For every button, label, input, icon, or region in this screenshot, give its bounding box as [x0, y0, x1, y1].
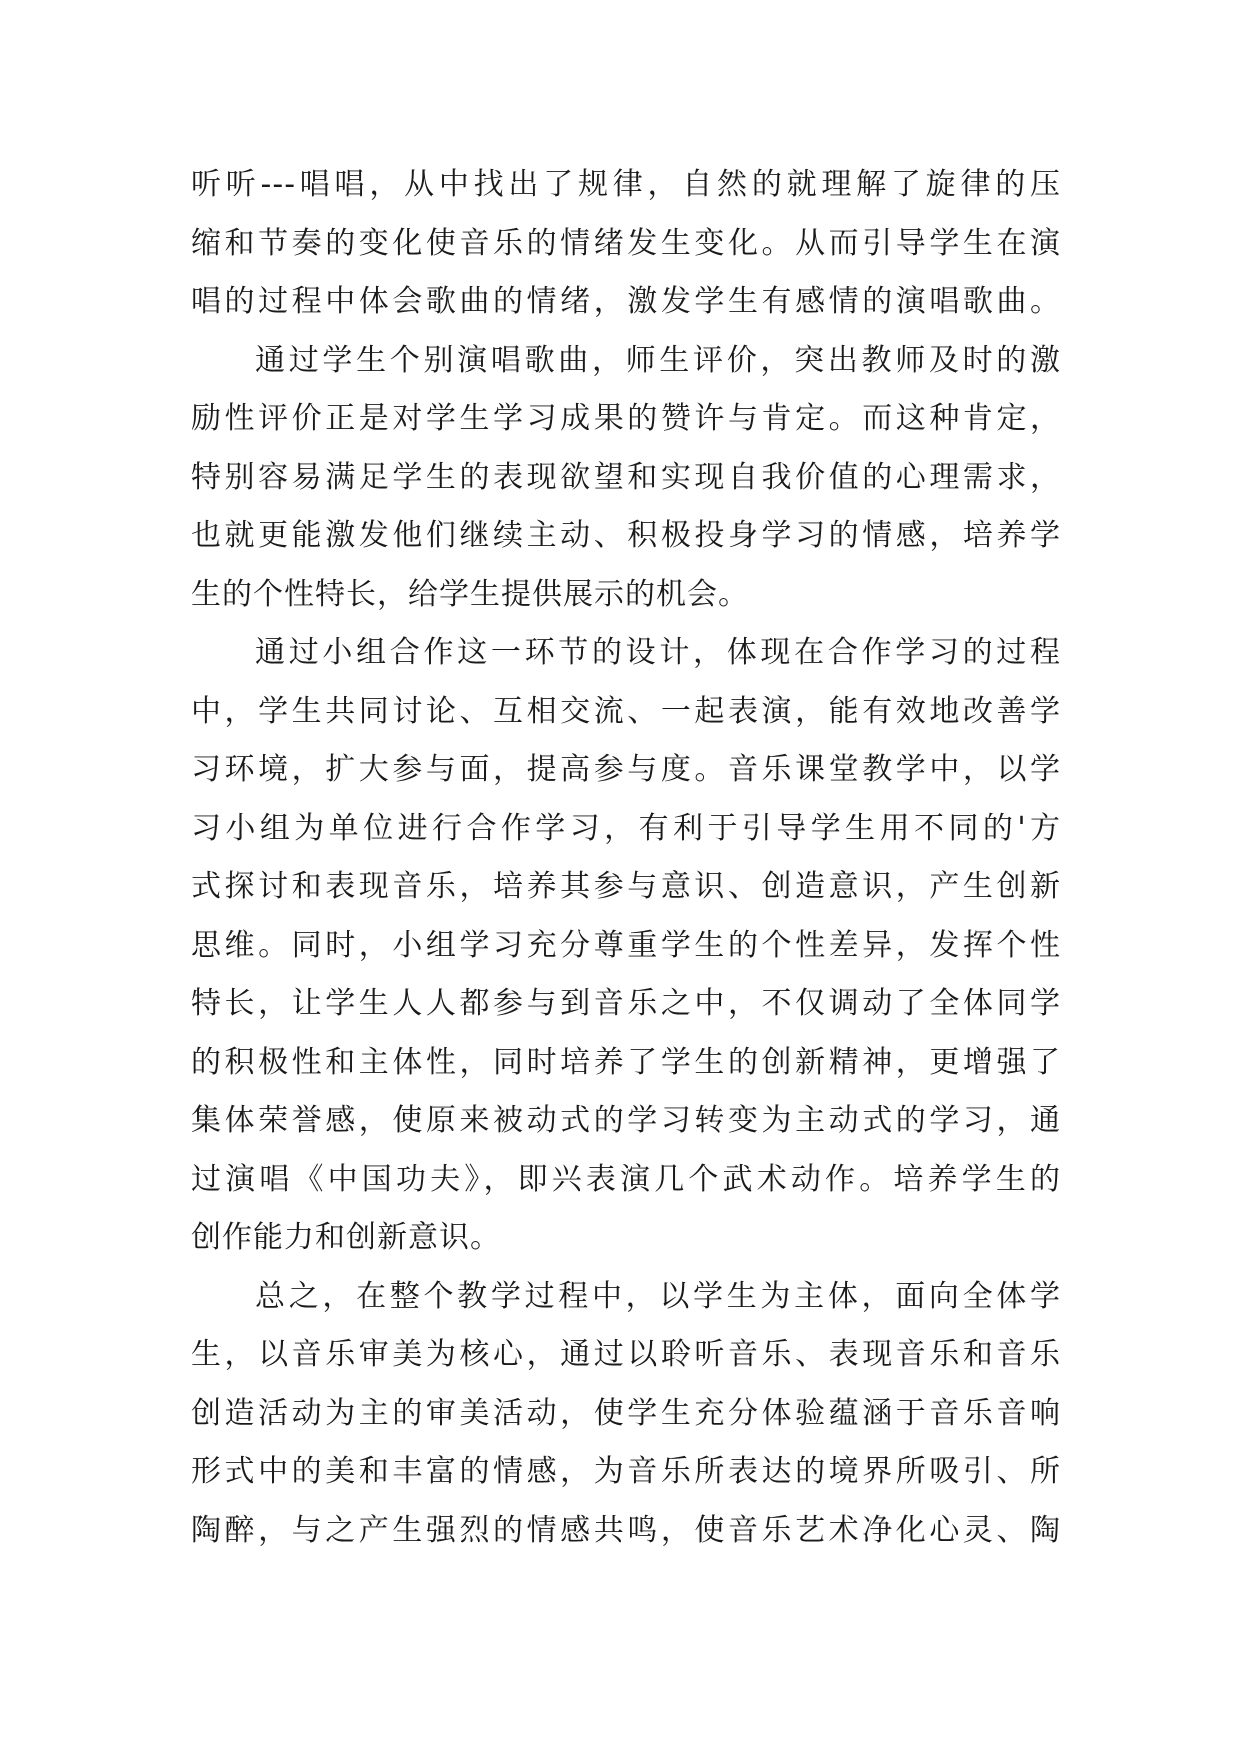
text-line: 缩和节奏的变化使音乐的情绪发生变化。从而引导学生在演 — [191, 225, 1061, 261]
text-line: 特别容易满足学生的表现欲望和实现自我价值的心理需求， — [191, 459, 1061, 495]
text-line: 过演唱《中国功夫》，即兴表演几个武术动作。培养学生的 — [191, 1161, 1061, 1197]
text-line: 创造活动为主的审美活动，使学生充分体验蕴涵于音乐音响 — [191, 1395, 1061, 1431]
text-line: 陶醉，与之产生强烈的情感共鸣，使音乐艺术净化心灵、陶 — [191, 1512, 1061, 1548]
text-line: 思维。同时，小组学习充分尊重学生的个性差异，发挥个性 — [191, 927, 1061, 963]
document-body — [191, 156, 1061, 1560]
paragraph-4 — [191, 1268, 1061, 1561]
text-line: 生的个性特长，给学生提供展示的机会。 — [191, 576, 749, 612]
text-line: 励性评价正是对学生学习成果的赞许与肯定。而这种肯定， — [191, 401, 1061, 436]
text-line: 集体荣誉感，使原来被动式的学习转变为主动式的学习，通 — [191, 1103, 1061, 1138]
text-line: 创作能力和创新意识。 — [191, 1220, 501, 1255]
text-line: 式探讨和表现音乐，培养其参与意识、创造意识，产生创新 — [191, 869, 1061, 904]
text-line: 习环境，扩大参与面，提高参与度。音乐课堂教学中，以学 — [191, 752, 1061, 787]
text-line: 听听---唱唱，从中找出了规律，自然的就理解了旋律的压 — [191, 167, 1061, 202]
text-line: 唱的过程中体会歌曲的情绪，激发学生有感情的演唱歌曲。 — [191, 284, 1061, 319]
text-line: 形式中的美和丰富的情感，为音乐所表达的境界所吸引、所 — [191, 1454, 1061, 1489]
paragraph-2 — [191, 332, 1061, 625]
paragraph-1 — [191, 156, 1061, 332]
text-line: 通过学生个别演唱歌曲，师生评价，突出教师及时的激 — [255, 342, 1061, 378]
text-line: 总之，在整个教学过程中，以学生为主体，面向全体学 — [255, 1278, 1061, 1314]
paragraph-3 — [191, 624, 1061, 1268]
text-line: 也就更能激发他们继续主动、积极投身学习的情感，培养学 — [191, 518, 1061, 553]
text-line: 习小组为单位进行合作学习，有利于引导学生用不同的'方 — [191, 810, 1061, 846]
text-line: 中，学生共同讨论、互相交流、一起表演，能有效地改善学 — [191, 693, 1061, 729]
text-line: 的积极性和主体性，同时培养了学生的创新精神，更增强了 — [191, 1044, 1061, 1080]
text-line: 通过小组合作这一环节的设计，体现在合作学习的过程 — [255, 635, 1061, 670]
text-line: 生，以音乐审美为核心，通过以聆听音乐、表现音乐和音乐 — [191, 1337, 1061, 1372]
text-line: 特长，让学生人人都参与到音乐之中，不仅调动了全体同学 — [191, 986, 1061, 1021]
